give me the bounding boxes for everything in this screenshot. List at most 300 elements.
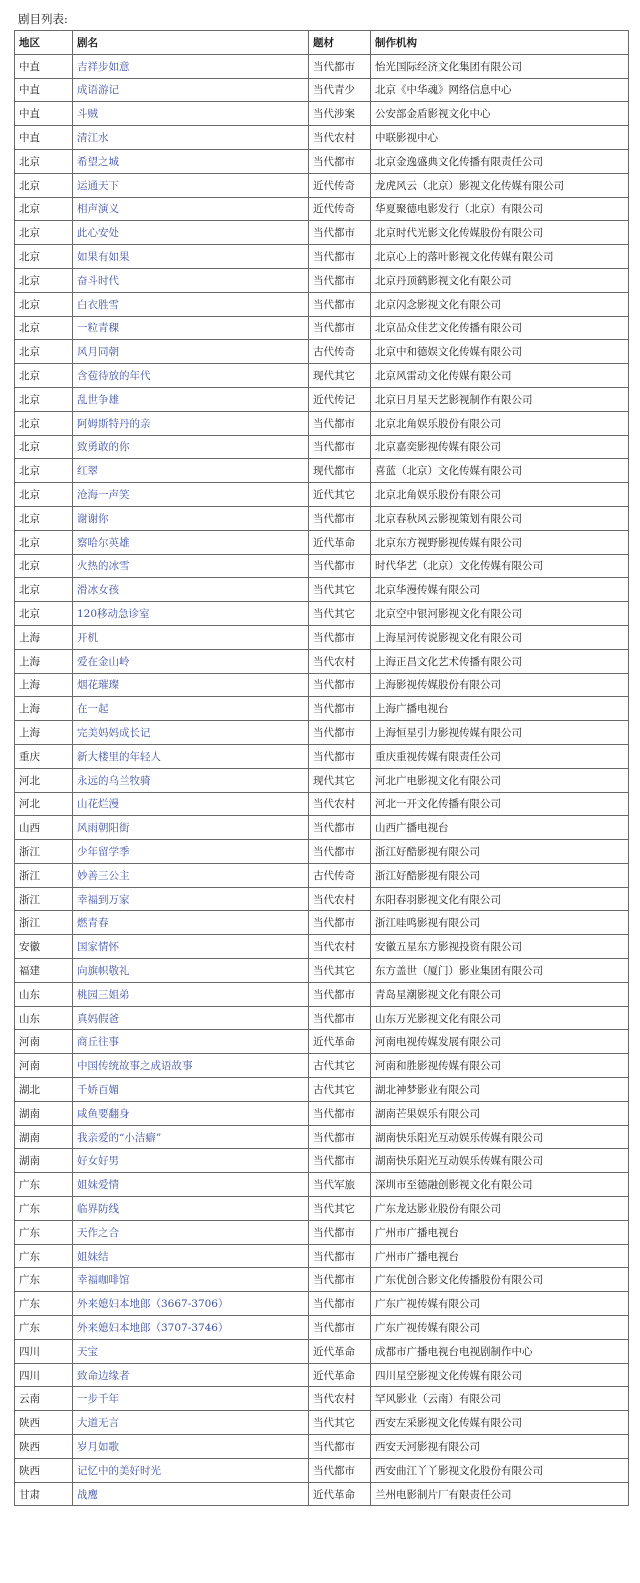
cell-title-link[interactable]: 含苞待放的年代 xyxy=(73,364,309,388)
table-row xyxy=(15,1101,629,1125)
table-caption: 剧目列表: xyxy=(18,12,68,26)
table-row xyxy=(15,959,629,983)
cell-title-link[interactable]: 乱世争雄 xyxy=(73,387,309,411)
cell-region: 四川 xyxy=(15,1363,73,1387)
cell-title-link[interactable]: 永远的乌兰牧骑 xyxy=(73,768,309,792)
cell-title-link[interactable]: 临界防线 xyxy=(73,1197,309,1221)
cell-region: 北京 xyxy=(15,459,73,483)
cell-producer: 湖北神梦影业有限公司 xyxy=(371,1078,629,1102)
cell-genre: 古代传奇 xyxy=(309,863,371,887)
cell-genre: 当代都市 xyxy=(309,744,371,768)
table-row xyxy=(15,887,629,911)
cell-title-link[interactable]: 中国传统故事之成语故事 xyxy=(73,1054,309,1078)
cell-genre: 当代都市 xyxy=(309,1268,371,1292)
cell-producer: 北京北角娱乐股份有限公司 xyxy=(371,483,629,507)
cell-region: 中直 xyxy=(15,126,73,150)
cell-genre: 当代农村 xyxy=(309,935,371,959)
cell-title-link[interactable]: 烟花璀璨 xyxy=(73,673,309,697)
cell-title-link[interactable]: 幸福到万家 xyxy=(73,887,309,911)
table-row xyxy=(15,1030,629,1054)
table-row xyxy=(15,387,629,411)
cell-producer: 北京品众佳艺文化传播有限公司 xyxy=(371,316,629,340)
cell-title-link[interactable]: 爱在金山岭 xyxy=(73,649,309,673)
cell-genre: 当代都市 xyxy=(309,816,371,840)
cell-title-link[interactable]: 新大楼里的年轻人 xyxy=(73,744,309,768)
cell-producer: 上海正昌文化艺术传播有限公司 xyxy=(371,649,629,673)
cell-title-link[interactable]: 阿姆斯特丹的亲 xyxy=(73,411,309,435)
cell-region: 浙江 xyxy=(15,840,73,864)
cell-title-link[interactable]: 真妈假爸 xyxy=(73,1006,309,1030)
table-row xyxy=(15,1173,629,1197)
cell-title-link[interactable]: 岁月如歌 xyxy=(73,1435,309,1459)
cell-title-link[interactable]: 开机 xyxy=(73,625,309,649)
table-row xyxy=(15,935,629,959)
cell-title-link[interactable]: 斗贼 xyxy=(73,102,309,126)
cell-region: 湖南 xyxy=(15,1125,73,1149)
table-row xyxy=(15,459,629,483)
cell-region: 北京 xyxy=(15,173,73,197)
cell-region: 湖南 xyxy=(15,1101,73,1125)
cell-region: 福建 xyxy=(15,959,73,983)
cell-genre: 当代其它 xyxy=(309,578,371,602)
table-row xyxy=(15,1435,629,1459)
table-row xyxy=(15,1387,629,1411)
cell-producer: 怡光国际经济文化集团有限公司 xyxy=(371,54,629,78)
cell-region: 广东 xyxy=(15,1220,73,1244)
cell-genre: 当代都市 xyxy=(309,1316,371,1340)
cell-producer: 北京华漫传媒有限公司 xyxy=(371,578,629,602)
cell-genre: 古代其它 xyxy=(309,1054,371,1078)
cell-title-link[interactable]: 风雨朝阳街 xyxy=(73,816,309,840)
cell-title-link[interactable]: 国家情怀 xyxy=(73,935,309,959)
cell-genre: 当代都市 xyxy=(309,316,371,340)
cell-region: 浙江 xyxy=(15,863,73,887)
table-row xyxy=(15,316,629,340)
cell-producer: 公安部金盾影视文化中心 xyxy=(371,102,629,126)
cell-producer: 广东广视传媒有限公司 xyxy=(371,1316,629,1340)
cell-title-link[interactable]: 咸鱼要翻身 xyxy=(73,1101,309,1125)
cell-region: 河南 xyxy=(15,1030,73,1054)
table-row xyxy=(15,292,629,316)
cell-title-link[interactable]: 白衣胜雪 xyxy=(73,292,309,316)
cell-producer: 北京《中华魂》网络信息中心 xyxy=(371,78,629,102)
cell-title-link[interactable]: 运通天下 xyxy=(73,173,309,197)
cell-title-link[interactable]: 大道无言 xyxy=(73,1411,309,1435)
cell-genre: 当代都市 xyxy=(309,1006,371,1030)
table-header-row xyxy=(15,31,629,55)
cell-region: 北京 xyxy=(15,506,73,530)
cell-genre: 当代都市 xyxy=(309,149,371,173)
cell-producer: 青岛星潮影视文化有限公司 xyxy=(371,982,629,1006)
cell-producer: 上海广播电视台 xyxy=(371,697,629,721)
cell-genre: 当代都市 xyxy=(309,506,371,530)
cell-genre: 当代都市 xyxy=(309,221,371,245)
table-row xyxy=(15,245,629,269)
cell-producer: 山西广播电视台 xyxy=(371,816,629,840)
table-row xyxy=(15,1244,629,1268)
cell-genre: 当代其它 xyxy=(309,602,371,626)
cell-region: 河北 xyxy=(15,792,73,816)
cell-title-link[interactable]: 滑冰女孩 xyxy=(73,578,309,602)
cell-region: 河北 xyxy=(15,768,73,792)
cell-producer: 北京嘉奕影视传媒有限公司 xyxy=(371,435,629,459)
cell-region: 甘肃 xyxy=(15,1482,73,1506)
cell-genre: 当代农村 xyxy=(309,887,371,911)
cell-title-link[interactable]: 120移动急诊室 xyxy=(73,602,309,626)
cell-title-link[interactable]: 此心安处 xyxy=(73,221,309,245)
cell-title-link[interactable]: 山花烂漫 xyxy=(73,792,309,816)
table-row xyxy=(15,673,629,697)
cell-genre: 当代其它 xyxy=(309,959,371,983)
cell-region: 上海 xyxy=(15,673,73,697)
cell-region: 云南 xyxy=(15,1387,73,1411)
table-row xyxy=(15,54,629,78)
cell-title-link[interactable]: 成语游记 xyxy=(73,78,309,102)
cell-genre: 当代都市 xyxy=(309,697,371,721)
table-row xyxy=(15,1006,629,1030)
cell-producer: 上海影视传媒股份有限公司 xyxy=(371,673,629,697)
cell-title-link[interactable]: 在一起 xyxy=(73,697,309,721)
cell-region: 湖北 xyxy=(15,1078,73,1102)
cell-title-link[interactable]: 致命边缘者 xyxy=(73,1363,309,1387)
cell-title-link[interactable]: 谢谢你 xyxy=(73,506,309,530)
cell-genre: 当代都市 xyxy=(309,1435,371,1459)
cell-title-link[interactable]: 千娇百媚 xyxy=(73,1078,309,1102)
cell-title-link[interactable]: 妙善三公主 xyxy=(73,863,309,887)
cell-region: 广东 xyxy=(15,1197,73,1221)
table-row xyxy=(15,1197,629,1221)
cell-title-link[interactable]: 吉祥步如意 xyxy=(73,54,309,78)
cell-region: 安徽 xyxy=(15,935,73,959)
cell-region: 中直 xyxy=(15,54,73,78)
cell-genre: 当代都市 xyxy=(309,721,371,745)
cell-genre: 近代革命 xyxy=(309,1482,371,1506)
table-row xyxy=(15,1292,629,1316)
cell-title-link[interactable]: 燃青春 xyxy=(73,911,309,935)
cell-region: 北京 xyxy=(15,149,73,173)
cell-genre: 当代都市 xyxy=(309,554,371,578)
cell-region: 上海 xyxy=(15,697,73,721)
cell-genre: 当代都市 xyxy=(309,1244,371,1268)
cell-region: 北京 xyxy=(15,387,73,411)
cell-producer: 北京风雷动文化传媒有限公司 xyxy=(371,364,629,388)
cell-region: 北京 xyxy=(15,602,73,626)
cell-region: 浙江 xyxy=(15,887,73,911)
cell-genre: 当代都市 xyxy=(309,982,371,1006)
cell-producer: 西安天河影视有限公司 xyxy=(371,1435,629,1459)
cell-genre: 当代都市 xyxy=(309,625,371,649)
cell-genre: 当代其它 xyxy=(309,1411,371,1435)
cell-genre: 近代革命 xyxy=(309,1030,371,1054)
cell-title-link[interactable]: 如果有如果 xyxy=(73,245,309,269)
cell-genre: 当代都市 xyxy=(309,1125,371,1149)
cell-genre: 当代都市 xyxy=(309,1458,371,1482)
cell-producer: 湖南快乐阳光互动娱乐传媒有限公司 xyxy=(371,1125,629,1149)
drama-list-table xyxy=(14,30,629,1506)
cell-region: 北京 xyxy=(15,435,73,459)
cell-genre: 现代都市 xyxy=(309,459,371,483)
cell-producer: 浙江好酷影视有限公司 xyxy=(371,863,629,887)
table-row xyxy=(15,1316,629,1340)
cell-title-link[interactable]: 察哈尔英雄 xyxy=(73,530,309,554)
cell-region: 中直 xyxy=(15,102,73,126)
cell-title-link[interactable]: 外来媳妇本地郎（3707-3746） xyxy=(73,1316,309,1340)
table-row xyxy=(15,197,629,221)
cell-genre: 近代其它 xyxy=(309,483,371,507)
cell-genre: 近代革命 xyxy=(309,1363,371,1387)
table-row xyxy=(15,768,629,792)
cell-title-link[interactable]: 一步千年 xyxy=(73,1387,309,1411)
cell-title-link[interactable]: 好女好男 xyxy=(73,1149,309,1173)
cell-genre: 当代都市 xyxy=(309,1101,371,1125)
table-row xyxy=(15,1220,629,1244)
table-row xyxy=(15,649,629,673)
cell-title-link[interactable]: 少年留学季 xyxy=(73,840,309,864)
cell-title-link[interactable]: 天作之合 xyxy=(73,1220,309,1244)
table-row xyxy=(15,1125,629,1149)
cell-title-link[interactable]: 风月同朝 xyxy=(73,340,309,364)
cell-region: 山东 xyxy=(15,982,73,1006)
cell-region: 上海 xyxy=(15,721,73,745)
cell-producer: 河北广电影视文化有限公司 xyxy=(371,768,629,792)
table-row xyxy=(15,1458,629,1482)
table-row xyxy=(15,411,629,435)
cell-title-link[interactable]: 一粒青稞 xyxy=(73,316,309,340)
header-genre: 题材 xyxy=(309,31,371,55)
cell-title-link[interactable]: 火热的冰雪 xyxy=(73,554,309,578)
cell-region: 广东 xyxy=(15,1292,73,1316)
cell-genre: 当代农村 xyxy=(309,126,371,150)
header-producer: 制作机构 xyxy=(371,31,629,55)
table-row xyxy=(15,506,629,530)
cell-region: 北京 xyxy=(15,316,73,340)
cell-genre: 当代都市 xyxy=(309,1149,371,1173)
cell-region: 北京 xyxy=(15,530,73,554)
cell-region: 北京 xyxy=(15,268,73,292)
table-row xyxy=(15,744,629,768)
table-row xyxy=(15,173,629,197)
cell-title-link[interactable]: 幸福咖啡馆 xyxy=(73,1268,309,1292)
cell-producer: 湖南快乐阳光互动娱乐传媒有限公司 xyxy=(371,1149,629,1173)
cell-producer: 深圳市至德融创影视文化有限公司 xyxy=(371,1173,629,1197)
cell-producer: 四川星空影视文化传媒有限公司 xyxy=(371,1363,629,1387)
cell-region: 北京 xyxy=(15,364,73,388)
cell-producer: 北京闪念影视文化有限公司 xyxy=(371,292,629,316)
cell-region: 广东 xyxy=(15,1316,73,1340)
cell-title-link[interactable]: 外来媳妇本地郎（3667-3706） xyxy=(73,1292,309,1316)
cell-producer: 安徽五星东方影视投资有限公司 xyxy=(371,935,629,959)
table-row xyxy=(15,483,629,507)
cell-producer: 成都市广播电视台电视剧制作中心 xyxy=(371,1339,629,1363)
cell-region: 中直 xyxy=(15,78,73,102)
cell-title-link[interactable]: 红翠 xyxy=(73,459,309,483)
table-row xyxy=(15,554,629,578)
cell-producer: 北京东方视野影视传媒有限公司 xyxy=(371,530,629,554)
cell-producer: 北京北角娱乐股份有限公司 xyxy=(371,411,629,435)
cell-producer: 北京时代光影文化传媒股份有限公司 xyxy=(371,221,629,245)
cell-title-link[interactable]: 清江水 xyxy=(73,126,309,150)
table-row xyxy=(15,816,629,840)
cell-genre: 近代传奇 xyxy=(309,197,371,221)
cell-genre: 当代都市 xyxy=(309,245,371,269)
cell-genre: 当代农村 xyxy=(309,649,371,673)
cell-producer: 广州市广播电视台 xyxy=(371,1220,629,1244)
cell-title-link[interactable]: 奋斗时代 xyxy=(73,268,309,292)
cell-genre: 当代都市 xyxy=(309,268,371,292)
cell-producer: 东方盖世（厦门）影业集团有限公司 xyxy=(371,959,629,983)
cell-producer: 河北一开文化传播有限公司 xyxy=(371,792,629,816)
cell-title-link[interactable]: 商丘往事 xyxy=(73,1030,309,1054)
table-row xyxy=(15,1149,629,1173)
cell-region: 陕西 xyxy=(15,1435,73,1459)
table-row xyxy=(15,840,629,864)
cell-title-link[interactable]: 桃园三姐弟 xyxy=(73,982,309,1006)
cell-region: 山西 xyxy=(15,816,73,840)
cell-producer: 兰州电影制片厂有限责任公司 xyxy=(371,1482,629,1506)
cell-genre: 当代青少 xyxy=(309,78,371,102)
table-row xyxy=(15,78,629,102)
cell-region: 四川 xyxy=(15,1339,73,1363)
cell-producer: 龙虎风云（北京）影视文化传媒有限公司 xyxy=(371,173,629,197)
cell-region: 北京 xyxy=(15,411,73,435)
cell-producer: 上海恒星引力影视传媒有限公司 xyxy=(371,721,629,745)
cell-producer: 浙江好酷影视有限公司 xyxy=(371,840,629,864)
cell-title-link[interactable]: 战鹰 xyxy=(73,1482,309,1506)
cell-genre: 现代其它 xyxy=(309,364,371,388)
cell-genre: 近代传奇 xyxy=(309,173,371,197)
cell-genre: 近代革命 xyxy=(309,1339,371,1363)
cell-region: 北京 xyxy=(15,578,73,602)
cell-producer: 东阳春羽影视文化有限公司 xyxy=(371,887,629,911)
cell-title-link[interactable]: 沧海一声笑 xyxy=(73,483,309,507)
table-row xyxy=(15,126,629,150)
header-region: 地区 xyxy=(15,31,73,55)
cell-genre: 当代都市 xyxy=(309,673,371,697)
cell-producer: 广东广视传媒有限公司 xyxy=(371,1292,629,1316)
cell-title-link[interactable]: 完美妈妈成长记 xyxy=(73,721,309,745)
table-row xyxy=(15,863,629,887)
cell-producer: 北京日月星天艺影视制作有限公司 xyxy=(371,387,629,411)
cell-genre: 当代都市 xyxy=(309,840,371,864)
cell-region: 上海 xyxy=(15,649,73,673)
cell-genre: 现代其它 xyxy=(309,768,371,792)
cell-producer: 上海星河传说影视文化有限公司 xyxy=(371,625,629,649)
cell-genre: 当代农村 xyxy=(309,792,371,816)
cell-genre: 当代都市 xyxy=(309,411,371,435)
table-row xyxy=(15,149,629,173)
cell-title-link[interactable]: 姐妹爱情 xyxy=(73,1173,309,1197)
table-row xyxy=(15,1268,629,1292)
cell-genre: 当代都市 xyxy=(309,292,371,316)
table-row xyxy=(15,721,629,745)
cell-genre: 当代涉案 xyxy=(309,102,371,126)
cell-producer: 浙江哇鸣影视有限公司 xyxy=(371,911,629,935)
cell-genre: 当代农村 xyxy=(309,1387,371,1411)
cell-producer: 广州市广播电视台 xyxy=(371,1244,629,1268)
cell-region: 陕西 xyxy=(15,1411,73,1435)
table-row xyxy=(15,530,629,554)
cell-title-link[interactable]: 希望之城 xyxy=(73,149,309,173)
cell-genre: 近代传记 xyxy=(309,387,371,411)
cell-producer: 广东龙达影业股份有限公司 xyxy=(371,1197,629,1221)
cell-genre: 当代军旅 xyxy=(309,1173,371,1197)
cell-region: 上海 xyxy=(15,625,73,649)
table-row xyxy=(15,578,629,602)
cell-region: 北京 xyxy=(15,340,73,364)
cell-producer: 罕风影业（云南）有限公司 xyxy=(371,1387,629,1411)
cell-title-link[interactable]: 姐妹结 xyxy=(73,1244,309,1268)
cell-title-link[interactable]: 天宝 xyxy=(73,1339,309,1363)
cell-region: 北京 xyxy=(15,197,73,221)
cell-producer: 河南电视传媒发展有限公司 xyxy=(371,1030,629,1054)
cell-region: 河南 xyxy=(15,1054,73,1078)
cell-genre: 近代革命 xyxy=(309,530,371,554)
cell-title-link[interactable]: 记忆中的美好时光 xyxy=(73,1458,309,1482)
cell-title-link[interactable]: 致勇敢的你 xyxy=(73,435,309,459)
cell-genre: 古代其它 xyxy=(309,1078,371,1102)
cell-producer: 北京心上的落叶影视文化传媒有限公司 xyxy=(371,245,629,269)
cell-genre: 当代其它 xyxy=(309,1197,371,1221)
table-row xyxy=(15,1363,629,1387)
table-row xyxy=(15,268,629,292)
table-row xyxy=(15,1078,629,1102)
cell-region: 北京 xyxy=(15,221,73,245)
cell-producer: 北京金逸盛典文化传播有限责任公司 xyxy=(371,149,629,173)
cell-region: 浙江 xyxy=(15,911,73,935)
cell-producer: 北京春秋风云影视策划有限公司 xyxy=(371,506,629,530)
cell-genre: 当代都市 xyxy=(309,1292,371,1316)
table-row xyxy=(15,435,629,459)
table-row xyxy=(15,221,629,245)
cell-genre: 当代都市 xyxy=(309,435,371,459)
cell-title-link[interactable]: 相声演义 xyxy=(73,197,309,221)
cell-region: 北京 xyxy=(15,554,73,578)
cell-region: 重庆 xyxy=(15,744,73,768)
cell-producer: 山东万光影视文化有限公司 xyxy=(371,1006,629,1030)
cell-producer: 北京中和德娱文化传媒有限公司 xyxy=(371,340,629,364)
cell-genre: 古代传奇 xyxy=(309,340,371,364)
cell-region: 北京 xyxy=(15,292,73,316)
table-row xyxy=(15,911,629,935)
cell-title-link[interactable]: 我亲爱的“小洁癖” xyxy=(73,1125,309,1149)
cell-producer: 河南和胜影视传媒有限公司 xyxy=(371,1054,629,1078)
cell-title-link[interactable]: 向旗帜敬礼 xyxy=(73,959,309,983)
table-row xyxy=(15,1339,629,1363)
cell-producer: 时代华艺（北京）文化传媒有限公司 xyxy=(371,554,629,578)
cell-producer: 西安左采影视文化传媒有限公司 xyxy=(371,1411,629,1435)
cell-genre: 当代都市 xyxy=(309,54,371,78)
cell-producer: 中联影视中心 xyxy=(371,126,629,150)
table-body xyxy=(15,54,629,1506)
cell-region: 北京 xyxy=(15,483,73,507)
table-row xyxy=(15,625,629,649)
cell-producer: 北京空中银河影视文化有限公司 xyxy=(371,602,629,626)
header-title: 剧名 xyxy=(73,31,309,55)
cell-producer: 华夏聚德电影发行（北京）有限公司 xyxy=(371,197,629,221)
table-row xyxy=(15,102,629,126)
table-row xyxy=(15,1411,629,1435)
table-row xyxy=(15,364,629,388)
cell-region: 山东 xyxy=(15,1006,73,1030)
cell-producer: 喜蓝（北京）文化传媒有限公司 xyxy=(371,459,629,483)
table-row xyxy=(15,340,629,364)
cell-producer: 重庆重视传媒有限责任公司 xyxy=(371,744,629,768)
table-row xyxy=(15,982,629,1006)
cell-region: 湖南 xyxy=(15,1149,73,1173)
cell-producer: 北京丹顶鹤影视文化有限公司 xyxy=(371,268,629,292)
table-row xyxy=(15,602,629,626)
cell-region: 陕西 xyxy=(15,1458,73,1482)
